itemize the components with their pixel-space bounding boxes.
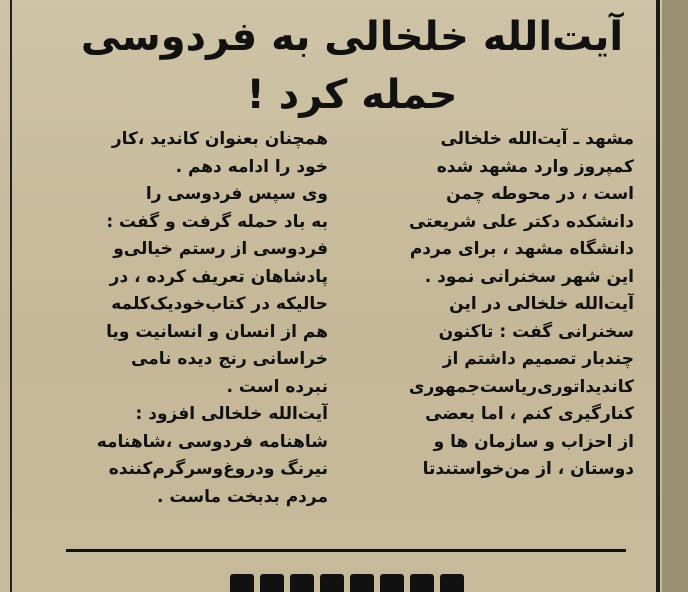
text-line: وی سپس فردوسی را <box>145 184 328 204</box>
text-line: همچنان بعنوان کاندید ،کار <box>111 129 328 149</box>
text-line: نبرده است . <box>226 376 328 397</box>
text-line: کنارگیری کنم ، اما بعضی <box>425 404 634 424</box>
text-line: چندبار تصمیم داشتم از <box>442 349 634 369</box>
headline-line: آیت‌الله خلخالی به فردوسی <box>80 14 624 60</box>
text-line: است ، در محوطه چمن <box>446 184 634 204</box>
text-line: مردم بدبخت ماست . <box>157 486 328 507</box>
text-line: دانشگاه مشهد ، برای مردم <box>409 239 634 259</box>
text-line: کمپروز وارد مشهد شده <box>436 156 634 177</box>
article-column-left <box>36 126 328 511</box>
text-line: خراسانی رنج دیده نامی <box>131 349 328 369</box>
left-column-rule <box>10 0 12 592</box>
text-line: شاهنامه فردوسی ،شاهنامه <box>96 431 328 452</box>
text-line: کاندیداتوری‌ریاست‌جمهوری <box>408 376 634 397</box>
text-line: هم از انسان و انسانیت ویا <box>106 321 328 342</box>
text-line: مشهد ـ آیت‌الله خلخالی <box>440 129 634 149</box>
headline <box>72 8 632 124</box>
text-line: آیت‌الله خلخالی در این <box>449 294 634 314</box>
headline-line: حمله کرد ! <box>246 72 458 118</box>
text-line: نیرنگ ودروغ‌وسرگرم‌کننده <box>108 459 328 479</box>
text-line: آیت‌الله خلخالی افزود : <box>135 404 328 424</box>
text-line: حالیکه در کتاب‌خودیک‌کلمه <box>111 294 328 314</box>
text-line: این شهر سخنرانی نمود . <box>424 266 634 287</box>
article-column-right <box>342 126 634 484</box>
right-column-rule <box>656 0 660 592</box>
cropped-next-headline <box>230 566 500 592</box>
text-line: دوستان ، از من‌خواستندتا <box>422 459 634 479</box>
text-line: دانشکده دکتر علی شریعتی <box>408 211 634 232</box>
text-line: سخنرانی گفت : تاکنون <box>438 321 634 342</box>
text-line: به باد حمله گرفت و گفت : <box>106 211 328 232</box>
text-line: پادشاهان تعریف کرده ، در <box>109 266 328 287</box>
section-divider <box>66 549 626 552</box>
text-line: خود را ادامه دهم . <box>175 156 328 177</box>
text-line: فردوسی از رستم خیالی‌و <box>113 239 328 259</box>
adjacent-column-edge <box>662 0 688 592</box>
text-line: از احزاب و سازمان ها و <box>433 431 634 452</box>
